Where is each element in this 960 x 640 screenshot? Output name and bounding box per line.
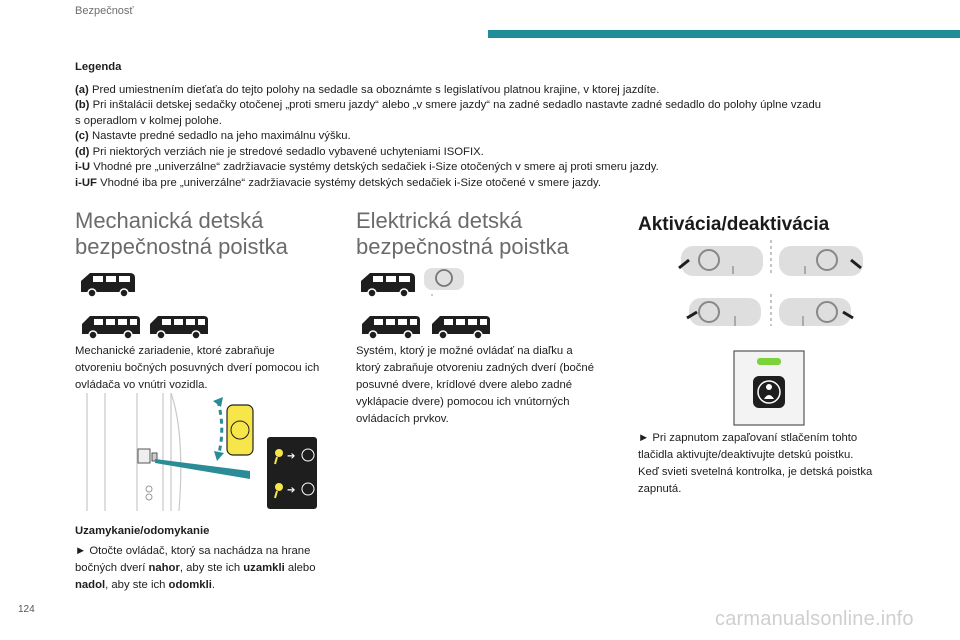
legend-text: Vhodné pre „univerzálne“ zadržiavacie systémy detských sedačiek i-Size otočených v smere aj proti smeru jazdy. <box>90 161 659 173</box>
van-long-icon <box>80 310 142 340</box>
heading-line: Elektrická detská <box>356 208 523 233</box>
mechanical-lock-heading <box>75 208 288 260</box>
legend-key: (a) <box>75 83 89 96</box>
legend-text: Nastavte predné sedadlo na jeho maximálnu výšku. <box>88 130 351 142</box>
emphasis-down: nadol <box>75 579 106 591</box>
legend-key: i-UF <box>75 176 97 189</box>
legend-text: Pred umiestnením dieťaťa do tejto polohy na sedadle sa oboznámte s legislatívou platnou krajine, v ktorej jazdíte. <box>88 83 660 96</box>
header-section-title: Bezpečnosť <box>75 5 134 17</box>
activation-heading: Aktivácia/deaktivácia <box>638 214 830 235</box>
heading-line: Mechanická detská <box>75 208 264 233</box>
legend-line <box>75 98 895 114</box>
text-fragment: , aby ste ich <box>179 562 244 574</box>
text-line: Systém, ktorý je možné ovládať na diaľku a <box>356 345 573 357</box>
legend-line <box>75 114 895 130</box>
text-line: Keď svieti svetelná kontrolka, je detská poistka <box>638 466 873 478</box>
lock-unlock-instruction <box>75 543 316 594</box>
heading-line: bezpečnostná poistka <box>356 234 569 259</box>
text-line: ► Otočte ovládač, ktorý sa nachádza na hrane <box>75 545 311 557</box>
text-line: zapnutá. <box>638 483 682 495</box>
dashboard-location-icon <box>675 240 875 330</box>
svg-text:➔: ➔ <box>287 485 296 496</box>
text-line: posuvné dvere, krídlové dvere alebo zadné <box>356 379 573 391</box>
legend-block <box>75 60 895 191</box>
van-long-icon <box>148 310 210 340</box>
text-line <box>75 577 316 594</box>
lock-unlock-subheading: Uzamykanie/odomykanie <box>75 525 210 537</box>
van-long-icon <box>430 310 492 340</box>
legend-text: Pri niektorých verziách nie je stredové sedadlo vybavené uchyteniami ISOFIX. <box>89 145 484 158</box>
text-line: ovládacích prvkov. <box>356 413 449 425</box>
page-number: 124 <box>18 604 35 615</box>
legend-line <box>75 160 895 176</box>
text-line <box>75 560 316 577</box>
heading-line: bezpečnostná poistka <box>75 234 288 259</box>
text-line: Mechanické zariadenie, ktoré zabraňuje <box>75 345 275 357</box>
text-fragment: . <box>211 579 215 591</box>
electric-lock-heading <box>356 208 569 260</box>
emphasis-lock: uzamkli <box>243 562 285 574</box>
legend-line <box>75 176 895 192</box>
watermark: carmanualsonline.info <box>715 608 914 630</box>
emphasis-unlock: odomkli <box>168 579 212 591</box>
text-line: tlačidla aktivujte/deaktivujte detskú poistku. <box>638 449 854 461</box>
legend-line <box>75 83 895 99</box>
activation-instruction <box>638 430 872 498</box>
legend-key: i-U <box>75 161 91 173</box>
text-line: otvoreniu bočných posuvných dverí pomocou ich <box>75 362 320 374</box>
header-accent-bar <box>488 30 960 38</box>
legend-key: (b) <box>75 99 90 111</box>
text-fragment: bočných dverí <box>75 562 149 574</box>
legend-text: s operadlom v kolmej polohe. <box>75 114 222 127</box>
text-line: ► Pri zapnutom zapaľovaní stlačením tohto <box>638 432 858 444</box>
dashboard-steering-icon <box>422 266 466 298</box>
van-icon <box>358 268 418 298</box>
electric-lock-description <box>356 343 594 428</box>
van-long-icon <box>360 310 422 340</box>
legend-key: (c) <box>75 130 89 142</box>
emphasis-up: nahor <box>148 562 180 574</box>
text-fragment: alebo <box>284 562 316 574</box>
mechanical-lock-description <box>75 343 319 394</box>
van-icon <box>78 268 138 298</box>
svg-text:➔: ➔ <box>287 451 296 462</box>
text-fragment: , aby ste ich <box>105 579 169 591</box>
legend-text: Vhodné iba pre „univerzálne“ zadržiavacie systémy detských sedačiek i-Size otočené v smere jazdy. <box>96 176 601 189</box>
text-line: ovládača vo vnútri vozidla. <box>75 379 208 391</box>
legend-title: Legenda <box>75 61 122 73</box>
door-edge-lock-illustration <box>75 393 325 511</box>
legend-line <box>75 145 895 161</box>
legend-text: Pri inštalácii detskej sedačky otočenej „proti smeru jazdy“ alebo „v smere jazdy“ na zadné sedadlo nastavte zadné sedadlo do polohy úplne vzadu <box>89 99 822 111</box>
legend-line <box>75 129 895 145</box>
legend-key: (d) <box>75 145 90 158</box>
child-lock-button-icon <box>733 350 805 426</box>
text-line: ktorý zabraňuje otvoreniu zadných dverí (bočné <box>356 362 594 374</box>
text-line: vyklápacie dvere) pomocou ich vnútorných <box>356 396 570 408</box>
